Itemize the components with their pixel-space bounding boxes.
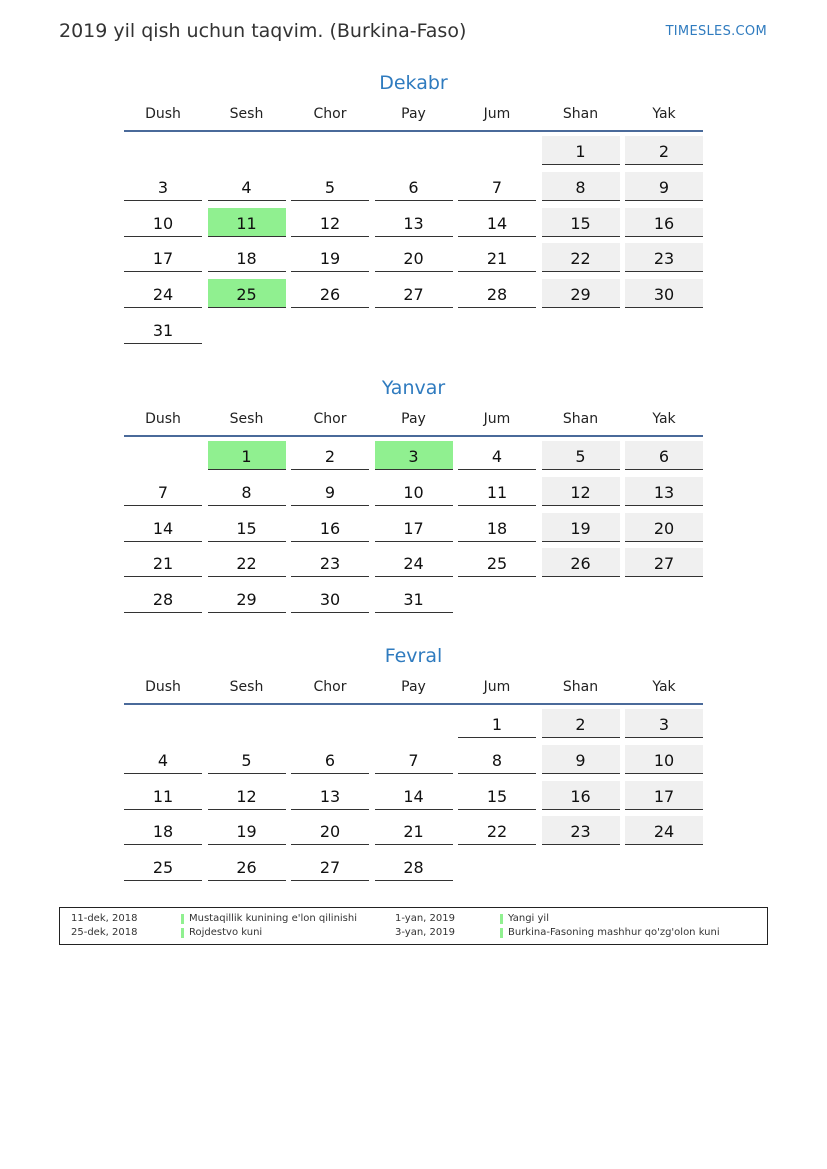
day-cell: 9 <box>625 172 703 201</box>
day-cell: 6 <box>375 172 453 201</box>
day-cell: 4 <box>458 441 536 470</box>
weekday-label: Sesh <box>229 411 264 427</box>
day-cell: 12 <box>208 781 286 810</box>
day-cell: 5 <box>208 745 286 774</box>
weekday-label: Pay <box>401 679 426 695</box>
day-cell: 13 <box>375 208 453 237</box>
legend-holiday-name: Rojdestvo kuni <box>189 927 263 938</box>
legend-date: 3-yan, 2019 <box>395 927 455 938</box>
day-cell: 21 <box>124 548 202 577</box>
month-name: Yanvar <box>381 377 446 399</box>
day-cell: 26 <box>542 548 620 577</box>
day-cell: 31 <box>124 315 202 344</box>
weekday-label: Pay <box>401 106 426 122</box>
day-cell: 2 <box>625 136 703 165</box>
day-cell: 23 <box>625 243 703 272</box>
legend-date: 11-dek, 2018 <box>71 913 138 924</box>
day-cell: 1 <box>208 441 286 470</box>
day-cell: 18 <box>458 513 536 542</box>
day-cell: 21 <box>375 816 453 845</box>
day-cell: 12 <box>291 208 369 237</box>
day-cell: 6 <box>291 745 369 774</box>
weekday-label: Sesh <box>229 106 264 122</box>
legend-holiday-name: Mustaqillik kunining e'lon qilinishi <box>189 913 358 924</box>
day-cell: 14 <box>375 781 453 810</box>
weekday-label: Jum <box>483 411 511 427</box>
day-cell: 24 <box>375 548 453 577</box>
day-cell: 22 <box>458 816 536 845</box>
brand-link[interactable]: TIMESLES.COM <box>665 24 767 39</box>
day-cell: 30 <box>291 584 369 613</box>
weekday-label: Chor <box>313 106 347 122</box>
weekday-label: Jum <box>483 106 511 122</box>
day-cell: 3 <box>375 441 453 470</box>
weekday-label: Yak <box>652 679 676 695</box>
day-cell: 15 <box>208 513 286 542</box>
legend-holiday-name: Burkina-Fasoning mashhur qo'zg'olon kuni <box>508 927 720 938</box>
day-cell: 13 <box>291 781 369 810</box>
month-calendar <box>124 375 703 620</box>
weekday-label: Shan <box>562 411 599 427</box>
day-cell: 19 <box>208 816 286 845</box>
day-cell: 20 <box>291 816 369 845</box>
day-cell: 8 <box>458 745 536 774</box>
day-cell: 4 <box>208 172 286 201</box>
weekday-header <box>124 104 703 132</box>
day-cell: 8 <box>542 172 620 201</box>
day-cell: 10 <box>124 208 202 237</box>
day-cell: 2 <box>542 709 620 738</box>
day-cell: 19 <box>542 513 620 542</box>
day-cell: 28 <box>124 584 202 613</box>
day-grid <box>124 709 703 888</box>
day-grid <box>124 441 703 620</box>
day-cell: 10 <box>375 477 453 506</box>
holiday-legend <box>59 907 768 945</box>
weekday-label: Yak <box>652 106 676 122</box>
day-cell: 26 <box>208 852 286 881</box>
legend-holiday-name: Yangi yil <box>508 913 549 924</box>
day-cell: 25 <box>124 852 202 881</box>
holiday-marker <box>181 928 184 938</box>
day-cell: 29 <box>542 279 620 308</box>
weekday-label: Shan <box>562 679 599 695</box>
day-cell: 7 <box>458 172 536 201</box>
day-cell: 16 <box>625 208 703 237</box>
weekday-label: Sesh <box>229 679 264 695</box>
day-cell: 5 <box>291 172 369 201</box>
day-cell: 24 <box>625 816 703 845</box>
holiday-marker <box>181 914 184 924</box>
day-cell: 27 <box>375 279 453 308</box>
day-cell: 25 <box>208 279 286 308</box>
day-cell: 16 <box>291 513 369 542</box>
day-grid <box>124 136 703 351</box>
legend-date: 25-dek, 2018 <box>71 927 138 938</box>
day-cell: 8 <box>208 477 286 506</box>
day-cell: 20 <box>625 513 703 542</box>
month-calendar <box>124 70 703 351</box>
day-cell: 17 <box>375 513 453 542</box>
day-cell: 15 <box>458 781 536 810</box>
day-cell: 6 <box>625 441 703 470</box>
day-cell: 20 <box>375 243 453 272</box>
holiday-marker <box>500 928 503 938</box>
day-cell: 12 <box>542 477 620 506</box>
day-cell: 28 <box>458 279 536 308</box>
day-cell: 22 <box>542 243 620 272</box>
day-cell: 18 <box>124 816 202 845</box>
holiday-marker <box>500 914 503 924</box>
day-cell: 5 <box>542 441 620 470</box>
day-cell: 17 <box>124 243 202 272</box>
day-cell: 1 <box>458 709 536 738</box>
day-cell: 7 <box>375 745 453 774</box>
page-title: 2019 yil qish uchun taqvim. (Burkina-Faso) <box>59 20 467 42</box>
day-cell: 28 <box>375 852 453 881</box>
day-cell: 15 <box>542 208 620 237</box>
day-cell: 3 <box>124 172 202 201</box>
day-cell: 22 <box>208 548 286 577</box>
weekday-label: Shan <box>562 106 599 122</box>
month-name: Fevral <box>384 645 443 667</box>
weekday-label: Dush <box>145 679 181 695</box>
day-cell: 21 <box>458 243 536 272</box>
day-cell: 1 <box>542 136 620 165</box>
day-cell: 26 <box>291 279 369 308</box>
day-cell: 9 <box>291 477 369 506</box>
day-cell: 25 <box>458 548 536 577</box>
day-cell: 17 <box>625 781 703 810</box>
day-cell: 23 <box>291 548 369 577</box>
day-cell: 3 <box>625 709 703 738</box>
day-cell: 10 <box>625 745 703 774</box>
weekday-header <box>124 409 703 437</box>
day-cell: 24 <box>124 279 202 308</box>
weekday-label: Dush <box>145 106 181 122</box>
day-cell: 14 <box>458 208 536 237</box>
day-cell: 14 <box>124 513 202 542</box>
weekday-label: Pay <box>401 411 426 427</box>
day-cell: 27 <box>625 548 703 577</box>
weekday-label: Dush <box>145 411 181 427</box>
day-cell: 30 <box>625 279 703 308</box>
month-calendar <box>124 643 703 888</box>
day-cell: 23 <box>542 816 620 845</box>
day-cell: 7 <box>124 477 202 506</box>
day-cell: 9 <box>542 745 620 774</box>
day-cell: 13 <box>625 477 703 506</box>
weekday-header <box>124 677 703 705</box>
weekday-label: Yak <box>652 411 676 427</box>
day-cell: 4 <box>124 745 202 774</box>
day-cell: 11 <box>208 208 286 237</box>
day-cell: 16 <box>542 781 620 810</box>
day-cell: 2 <box>291 441 369 470</box>
month-name: Dekabr <box>379 72 448 94</box>
day-cell: 19 <box>291 243 369 272</box>
legend-date: 1-yan, 2019 <box>395 913 455 924</box>
day-cell: 27 <box>291 852 369 881</box>
day-cell: 31 <box>375 584 453 613</box>
weekday-label: Jum <box>483 679 511 695</box>
day-cell: 11 <box>124 781 202 810</box>
weekday-label: Chor <box>313 679 347 695</box>
weekday-label: Chor <box>313 411 347 427</box>
day-cell: 18 <box>208 243 286 272</box>
day-cell: 11 <box>458 477 536 506</box>
day-cell: 29 <box>208 584 286 613</box>
